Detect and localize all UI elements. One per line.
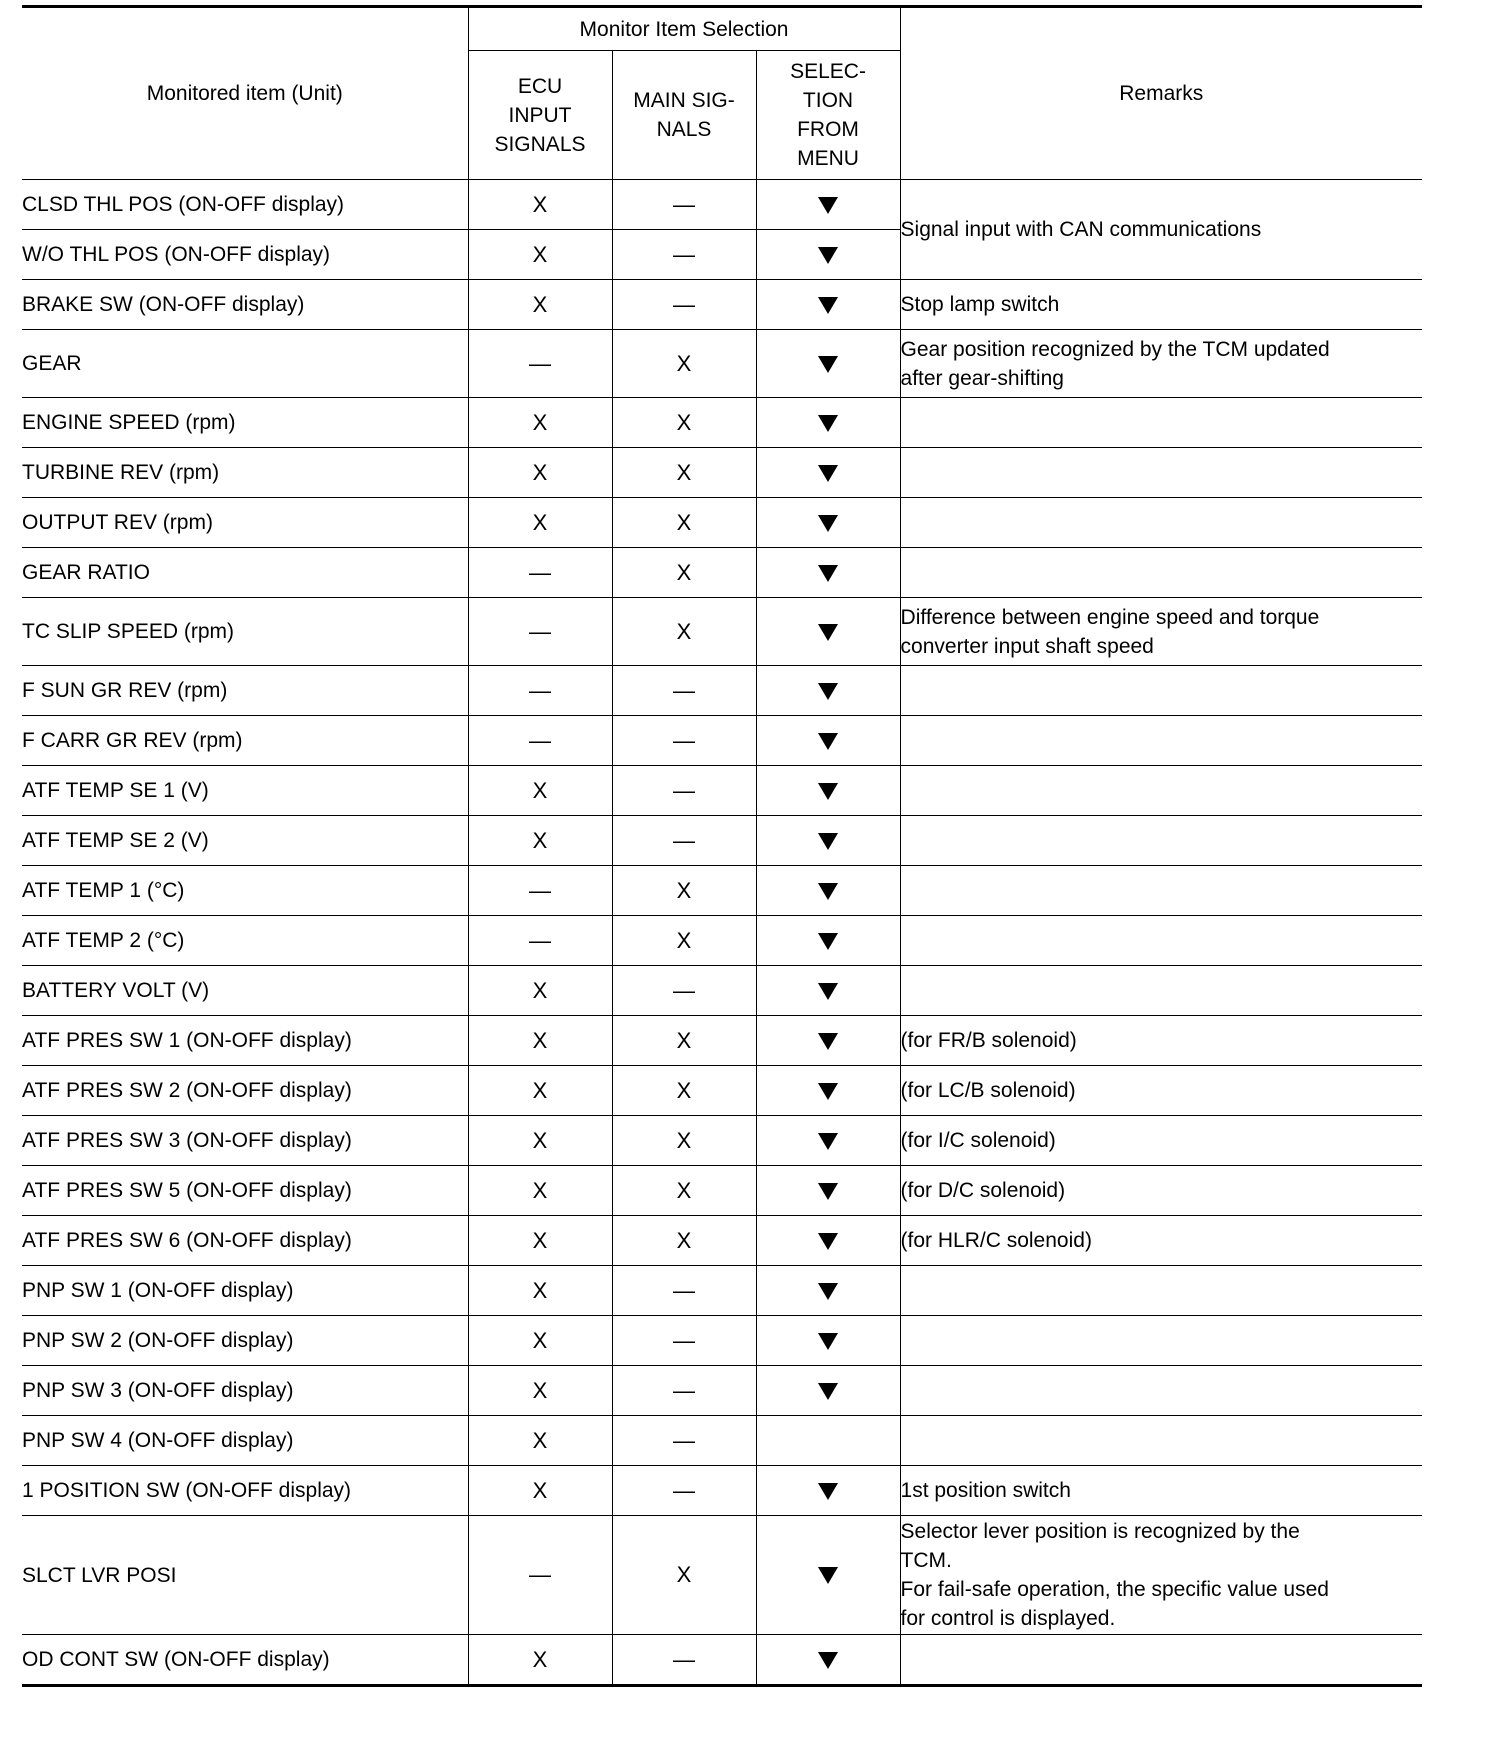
monitored-item-cell: ATF PRES SW 2 (ON-OFF display)	[22, 1066, 468, 1116]
x-mark: X	[532, 1427, 548, 1453]
main-signal-cell	[612, 966, 756, 1016]
ecu-input-signal-cell	[468, 766, 612, 816]
selection-from-menu-cell	[756, 180, 900, 230]
main-signal-cell	[612, 1116, 756, 1166]
remarks-cell	[900, 766, 1422, 816]
monitored-item-cell: ATF PRES SW 3 (ON-OFF display)	[22, 1116, 468, 1166]
monitored-item-cell: PNP SW 1 (ON-OFF display)	[22, 1266, 468, 1316]
ecu-input-signal-cell	[468, 598, 612, 666]
table-row	[22, 1416, 1422, 1466]
table-row	[22, 1166, 1422, 1216]
remarks-cell	[900, 1066, 1422, 1116]
monitored-item-cell: CLSD THL POS (ON-OFF display)	[22, 180, 468, 230]
main-signal-cell	[612, 1466, 756, 1516]
dash-mark: —	[673, 827, 695, 853]
ecu-input-signal-cell	[468, 548, 612, 598]
remark-text: (for D/C solenoid)	[900, 1179, 1066, 1202]
main-signal-cell	[612, 280, 756, 330]
monitored-item-cell: ATF TEMP SE 1 (V)	[22, 766, 468, 816]
ecu-input-signal-cell	[468, 1166, 612, 1216]
down-triangle-icon	[818, 883, 838, 900]
ecu-input-signal-cell	[468, 1466, 612, 1516]
table-row	[22, 1316, 1422, 1366]
table-row	[22, 1366, 1422, 1416]
dash-mark: —	[529, 927, 551, 953]
x-mark: X	[532, 1227, 548, 1253]
table-row	[22, 1066, 1422, 1116]
x-mark: X	[532, 191, 548, 217]
remark-text: For fail-safe operation, the specific value used	[900, 1578, 1329, 1601]
main-signal-cell	[612, 230, 756, 280]
table-row	[22, 548, 1422, 598]
table-row	[22, 598, 1422, 666]
selection-from-menu-cell	[756, 716, 900, 766]
selection-from-menu-cell	[756, 1635, 900, 1686]
down-triangle-icon	[818, 1083, 838, 1100]
dash-mark: —	[529, 727, 551, 753]
table-row	[22, 1516, 1422, 1635]
dash-mark: —	[529, 877, 551, 903]
main-signal-cell	[612, 1166, 756, 1216]
x-mark: X	[676, 409, 692, 435]
ecu-input-signal-cell	[468, 230, 612, 280]
x-mark: X	[532, 777, 548, 803]
main-signal-cell	[612, 1366, 756, 1416]
remark-text: Stop lamp switch	[900, 293, 1060, 316]
dash-mark: —	[673, 727, 695, 753]
remarks-cell	[900, 816, 1422, 866]
table-row	[22, 398, 1422, 448]
remark-text: Gear position recognized by the TCM updated	[900, 337, 1330, 361]
ecu-input-signal-cell	[468, 330, 612, 398]
ecu-input-signal-cell	[468, 1216, 612, 1266]
remarks-cell	[900, 548, 1422, 598]
main-signal-cell	[612, 1635, 756, 1686]
main-signal-cell	[612, 598, 756, 666]
down-triangle-icon	[818, 465, 838, 482]
x-mark: X	[532, 459, 548, 485]
monitored-item-cell: GEAR RATIO	[22, 548, 468, 598]
table-row	[22, 1466, 1422, 1516]
x-mark: X	[676, 1562, 692, 1587]
selection-from-menu-cell	[756, 448, 900, 498]
x-mark: X	[676, 459, 692, 485]
selection-from-menu-cell	[756, 766, 900, 816]
ecu-input-signal-cell	[468, 1066, 612, 1116]
main-signal-cell	[612, 1216, 756, 1266]
main-signal-cell	[612, 1416, 756, 1466]
selection-from-menu-cell	[756, 966, 900, 1016]
dash-mark: —	[673, 1327, 695, 1353]
monitored-item-cell: PNP SW 4 (ON-OFF display)	[22, 1416, 468, 1466]
remarks-cell	[900, 1216, 1422, 1266]
ecu-input-signal-cell	[468, 716, 612, 766]
remark-text: TCM.	[900, 1549, 952, 1572]
selection-from-menu-cell	[756, 548, 900, 598]
dash-mark: —	[529, 677, 551, 703]
ecu-input-signal-cell	[468, 180, 612, 230]
down-triangle-icon	[818, 833, 838, 850]
monitored-item-cell: F SUN GR REV (rpm)	[22, 666, 468, 716]
x-mark: X	[676, 1227, 692, 1253]
table-row	[22, 1016, 1422, 1066]
x-mark: X	[532, 1646, 548, 1672]
table-row	[22, 498, 1422, 548]
remarks-cell	[900, 1466, 1422, 1516]
main-signal-cell	[612, 1066, 756, 1116]
remarks-cell	[900, 1366, 1422, 1416]
ecu-input-signal-cell	[468, 1416, 612, 1466]
x-mark: X	[676, 1177, 692, 1203]
table-row	[22, 866, 1422, 916]
page	[22, 5, 1422, 1687]
monitored-item-cell: 1 POSITION SW (ON-OFF display)	[22, 1466, 468, 1516]
selection-from-menu-cell	[756, 1416, 900, 1466]
remarks-cell	[900, 330, 1422, 398]
monitored-item-cell: ATF TEMP 1 (°C)	[22, 866, 468, 916]
selection-from-menu-cell	[756, 230, 900, 280]
x-mark: X	[676, 927, 692, 953]
ecu-input-signal-cell	[468, 1316, 612, 1366]
header-main-signals: MAIN SIG- NALS	[612, 51, 756, 180]
remarks-cell	[900, 498, 1422, 548]
down-triangle-icon	[818, 197, 838, 214]
monitored-item-cell: ATF TEMP 2 (°C)	[22, 916, 468, 966]
monitored-item-cell: OD CONT SW (ON-OFF display)	[22, 1635, 468, 1686]
table-row	[22, 280, 1422, 330]
ecu-input-signal-cell	[468, 498, 612, 548]
down-triangle-icon	[818, 1333, 838, 1350]
ecu-input-signal-cell	[468, 1116, 612, 1166]
remark-text: after gear-shifting	[900, 366, 1064, 390]
monitored-item-cell: ATF PRES SW 1 (ON-OFF display)	[22, 1016, 468, 1066]
x-mark: X	[676, 559, 692, 585]
monitored-item-cell: PNP SW 2 (ON-OFF display)	[22, 1316, 468, 1366]
down-triangle-icon	[818, 1183, 838, 1200]
main-signal-cell	[612, 1516, 756, 1635]
table-row	[22, 1266, 1422, 1316]
selection-from-menu-cell	[756, 1066, 900, 1116]
down-triangle-icon	[818, 1567, 838, 1584]
remark-text: (for LC/B solenoid)	[900, 1079, 1076, 1102]
x-mark: X	[532, 1477, 548, 1503]
selection-from-menu-cell	[756, 1366, 900, 1416]
table-row	[22, 766, 1422, 816]
down-triangle-icon	[818, 1283, 838, 1300]
remarks-cell	[900, 1635, 1422, 1686]
header-monitored-item: Monitored item (Unit)	[22, 7, 468, 180]
down-triangle-icon	[818, 1233, 838, 1250]
main-signal-cell	[612, 448, 756, 498]
ecu-input-signal-cell	[468, 666, 612, 716]
dash-mark: —	[673, 1477, 695, 1503]
main-signal-cell	[612, 866, 756, 916]
selection-from-menu-cell	[756, 1166, 900, 1216]
selection-from-menu-cell	[756, 598, 900, 666]
selection-from-menu-cell	[756, 280, 900, 330]
main-signal-cell	[612, 548, 756, 598]
remarks-cell	[900, 1316, 1422, 1366]
table-row	[22, 1216, 1422, 1266]
dash-mark: —	[673, 191, 695, 217]
down-triangle-icon	[818, 565, 838, 582]
header-remarks: Remarks	[900, 7, 1422, 180]
down-triangle-icon	[818, 515, 838, 532]
x-mark: X	[532, 1027, 548, 1053]
ecu-input-signal-cell	[468, 966, 612, 1016]
table-row	[22, 716, 1422, 766]
x-mark: X	[532, 1177, 548, 1203]
main-signal-cell	[612, 498, 756, 548]
selection-from-menu-cell	[756, 1016, 900, 1066]
table-row	[22, 1116, 1422, 1166]
remarks-cell	[900, 716, 1422, 766]
dash-mark: —	[673, 1427, 695, 1453]
down-triangle-icon	[818, 356, 838, 373]
selection-from-menu-cell	[756, 666, 900, 716]
down-triangle-icon	[818, 247, 838, 264]
ecu-input-signal-cell	[468, 398, 612, 448]
remarks-cell	[900, 1516, 1422, 1635]
dash-mark: —	[529, 1562, 551, 1587]
main-signal-cell	[612, 766, 756, 816]
main-signal-cell	[612, 816, 756, 866]
remarks-cell	[900, 1016, 1422, 1066]
selection-from-menu-cell	[756, 1466, 900, 1516]
ecu-input-signal-cell	[468, 816, 612, 866]
dash-mark: —	[529, 350, 551, 376]
main-signal-cell	[612, 180, 756, 230]
monitored-item-cell: PNP SW 3 (ON-OFF display)	[22, 1366, 468, 1416]
main-signal-cell	[612, 716, 756, 766]
x-mark: X	[676, 1127, 692, 1153]
main-signal-cell	[612, 916, 756, 966]
down-triangle-icon	[818, 683, 838, 700]
remarks-cell	[900, 448, 1422, 498]
table-row	[22, 966, 1422, 1016]
down-triangle-icon	[818, 933, 838, 950]
selection-from-menu-cell	[756, 398, 900, 448]
ecu-input-signal-cell	[468, 280, 612, 330]
dash-mark: —	[673, 291, 695, 317]
dash-mark: —	[529, 618, 551, 644]
table-row	[22, 666, 1422, 716]
dash-mark: —	[673, 1277, 695, 1303]
selection-from-menu-cell	[756, 498, 900, 548]
selection-from-menu-cell	[756, 1116, 900, 1166]
remarks-cell	[900, 916, 1422, 966]
selection-from-menu-cell	[756, 1266, 900, 1316]
down-triangle-icon	[818, 1383, 838, 1400]
monitored-item-cell: ATF TEMP SE 2 (V)	[22, 816, 468, 866]
monitored-item-cell: ATF PRES SW 5 (ON-OFF display)	[22, 1166, 468, 1216]
remark-text: Difference between engine speed and torque	[900, 605, 1320, 629]
dash-mark: —	[673, 677, 695, 703]
remarks-cell	[900, 1116, 1422, 1166]
down-triangle-icon	[818, 415, 838, 432]
x-mark: X	[532, 509, 548, 535]
remark-text: Selector lever position is recognized by the	[900, 1520, 1300, 1543]
dash-mark: —	[673, 241, 695, 267]
table-row	[22, 330, 1422, 398]
remarks-cell	[900, 1266, 1422, 1316]
x-mark: X	[676, 877, 692, 903]
monitored-item-cell: BATTERY VOLT (V)	[22, 966, 468, 1016]
x-mark: X	[532, 1127, 548, 1153]
main-signal-cell	[612, 330, 756, 398]
remark-text: (for HLR/C solenoid)	[900, 1229, 1092, 1252]
main-signal-cell	[612, 398, 756, 448]
remark-text: Signal input with CAN communications	[900, 218, 1262, 241]
x-mark: X	[676, 509, 692, 535]
monitored-item-cell: F CARR GR REV (rpm)	[22, 716, 468, 766]
x-mark: X	[532, 241, 548, 267]
monitored-item-cell: TC SLIP SPEED (rpm)	[22, 598, 468, 666]
ecu-input-signal-cell	[468, 1635, 612, 1686]
x-mark: X	[532, 1277, 548, 1303]
monitored-item-cell: BRAKE SW (ON-OFF display)	[22, 280, 468, 330]
monitor-item-table	[22, 5, 1422, 1687]
x-mark: X	[532, 1327, 548, 1353]
main-signal-cell	[612, 666, 756, 716]
x-mark: X	[676, 1027, 692, 1053]
x-mark: X	[676, 350, 692, 376]
remarks-cell	[900, 666, 1422, 716]
selection-from-menu-cell	[756, 1516, 900, 1635]
ecu-input-signal-cell	[468, 448, 612, 498]
monitored-item-cell: W/O THL POS (ON-OFF display)	[22, 230, 468, 280]
remarks-cell	[900, 180, 1422, 280]
table-row	[22, 180, 1422, 230]
dash-mark: —	[673, 1377, 695, 1403]
remark-text: 1st position switch	[900, 1479, 1071, 1502]
remark-text: for control is displayed.	[900, 1607, 1116, 1630]
table-row	[22, 448, 1422, 498]
remark-text: (for FR/B solenoid)	[900, 1029, 1077, 1052]
down-triangle-icon	[818, 624, 838, 641]
main-signal-cell	[612, 1016, 756, 1066]
remark-text: (for I/C solenoid)	[900, 1129, 1056, 1152]
x-mark: X	[532, 409, 548, 435]
monitored-item-cell: ATF PRES SW 6 (ON-OFF display)	[22, 1216, 468, 1266]
down-triangle-icon	[818, 733, 838, 750]
ecu-input-signal-cell	[468, 1016, 612, 1066]
remarks-cell	[900, 280, 1422, 330]
table-body	[22, 180, 1422, 1686]
remarks-cell	[900, 1166, 1422, 1216]
dash-mark: —	[673, 977, 695, 1003]
selection-from-menu-cell	[756, 866, 900, 916]
selection-from-menu-cell	[756, 1216, 900, 1266]
selection-from-menu-cell	[756, 1316, 900, 1366]
monitored-item-cell: TURBINE REV (rpm)	[22, 448, 468, 498]
main-signal-cell	[612, 1316, 756, 1366]
down-triangle-icon	[818, 1483, 838, 1500]
table-row	[22, 916, 1422, 966]
remarks-cell	[900, 866, 1422, 916]
dash-mark: —	[529, 559, 551, 585]
monitored-item-cell: SLCT LVR POSI	[22, 1516, 468, 1635]
remark-text: converter input shaft speed	[900, 634, 1154, 658]
ecu-input-signal-cell	[468, 1266, 612, 1316]
selection-from-menu-cell	[756, 330, 900, 398]
remarks-cell	[900, 966, 1422, 1016]
x-mark: X	[532, 1077, 548, 1103]
ecu-input-signal-cell	[468, 916, 612, 966]
monitored-item-cell: OUTPUT REV (rpm)	[22, 498, 468, 548]
remarks-cell	[900, 1416, 1422, 1466]
header-ecu-input-signals: ECU INPUT SIGNALS	[468, 51, 612, 180]
monitored-item-cell: ENGINE SPEED (rpm)	[22, 398, 468, 448]
down-triangle-icon	[818, 297, 838, 314]
down-triangle-icon	[818, 983, 838, 1000]
header-selection-from-menu: SELEC- TION FROM MENU	[756, 51, 900, 180]
down-triangle-icon	[818, 1652, 838, 1669]
dash-mark: —	[673, 777, 695, 803]
main-signal-cell	[612, 1266, 756, 1316]
down-triangle-icon	[818, 1133, 838, 1150]
down-triangle-icon	[818, 783, 838, 800]
x-mark: X	[532, 827, 548, 853]
x-mark: X	[532, 1377, 548, 1403]
x-mark: X	[676, 618, 692, 644]
down-triangle-icon	[818, 1033, 838, 1050]
x-mark: X	[532, 291, 548, 317]
selection-from-menu-cell	[756, 816, 900, 866]
table-row	[22, 1635, 1422, 1686]
ecu-input-signal-cell	[468, 1366, 612, 1416]
ecu-input-signal-cell	[468, 866, 612, 916]
remarks-cell	[900, 598, 1422, 666]
selection-from-menu-cell	[756, 916, 900, 966]
remarks-cell	[900, 398, 1422, 448]
monitored-item-cell: GEAR	[22, 330, 468, 398]
dash-mark: —	[673, 1646, 695, 1672]
x-mark: X	[676, 1077, 692, 1103]
table-row	[22, 816, 1422, 866]
x-mark: X	[532, 977, 548, 1003]
ecu-input-signal-cell	[468, 1516, 612, 1635]
header-monitor-item-selection: Monitor Item Selection	[468, 7, 900, 51]
